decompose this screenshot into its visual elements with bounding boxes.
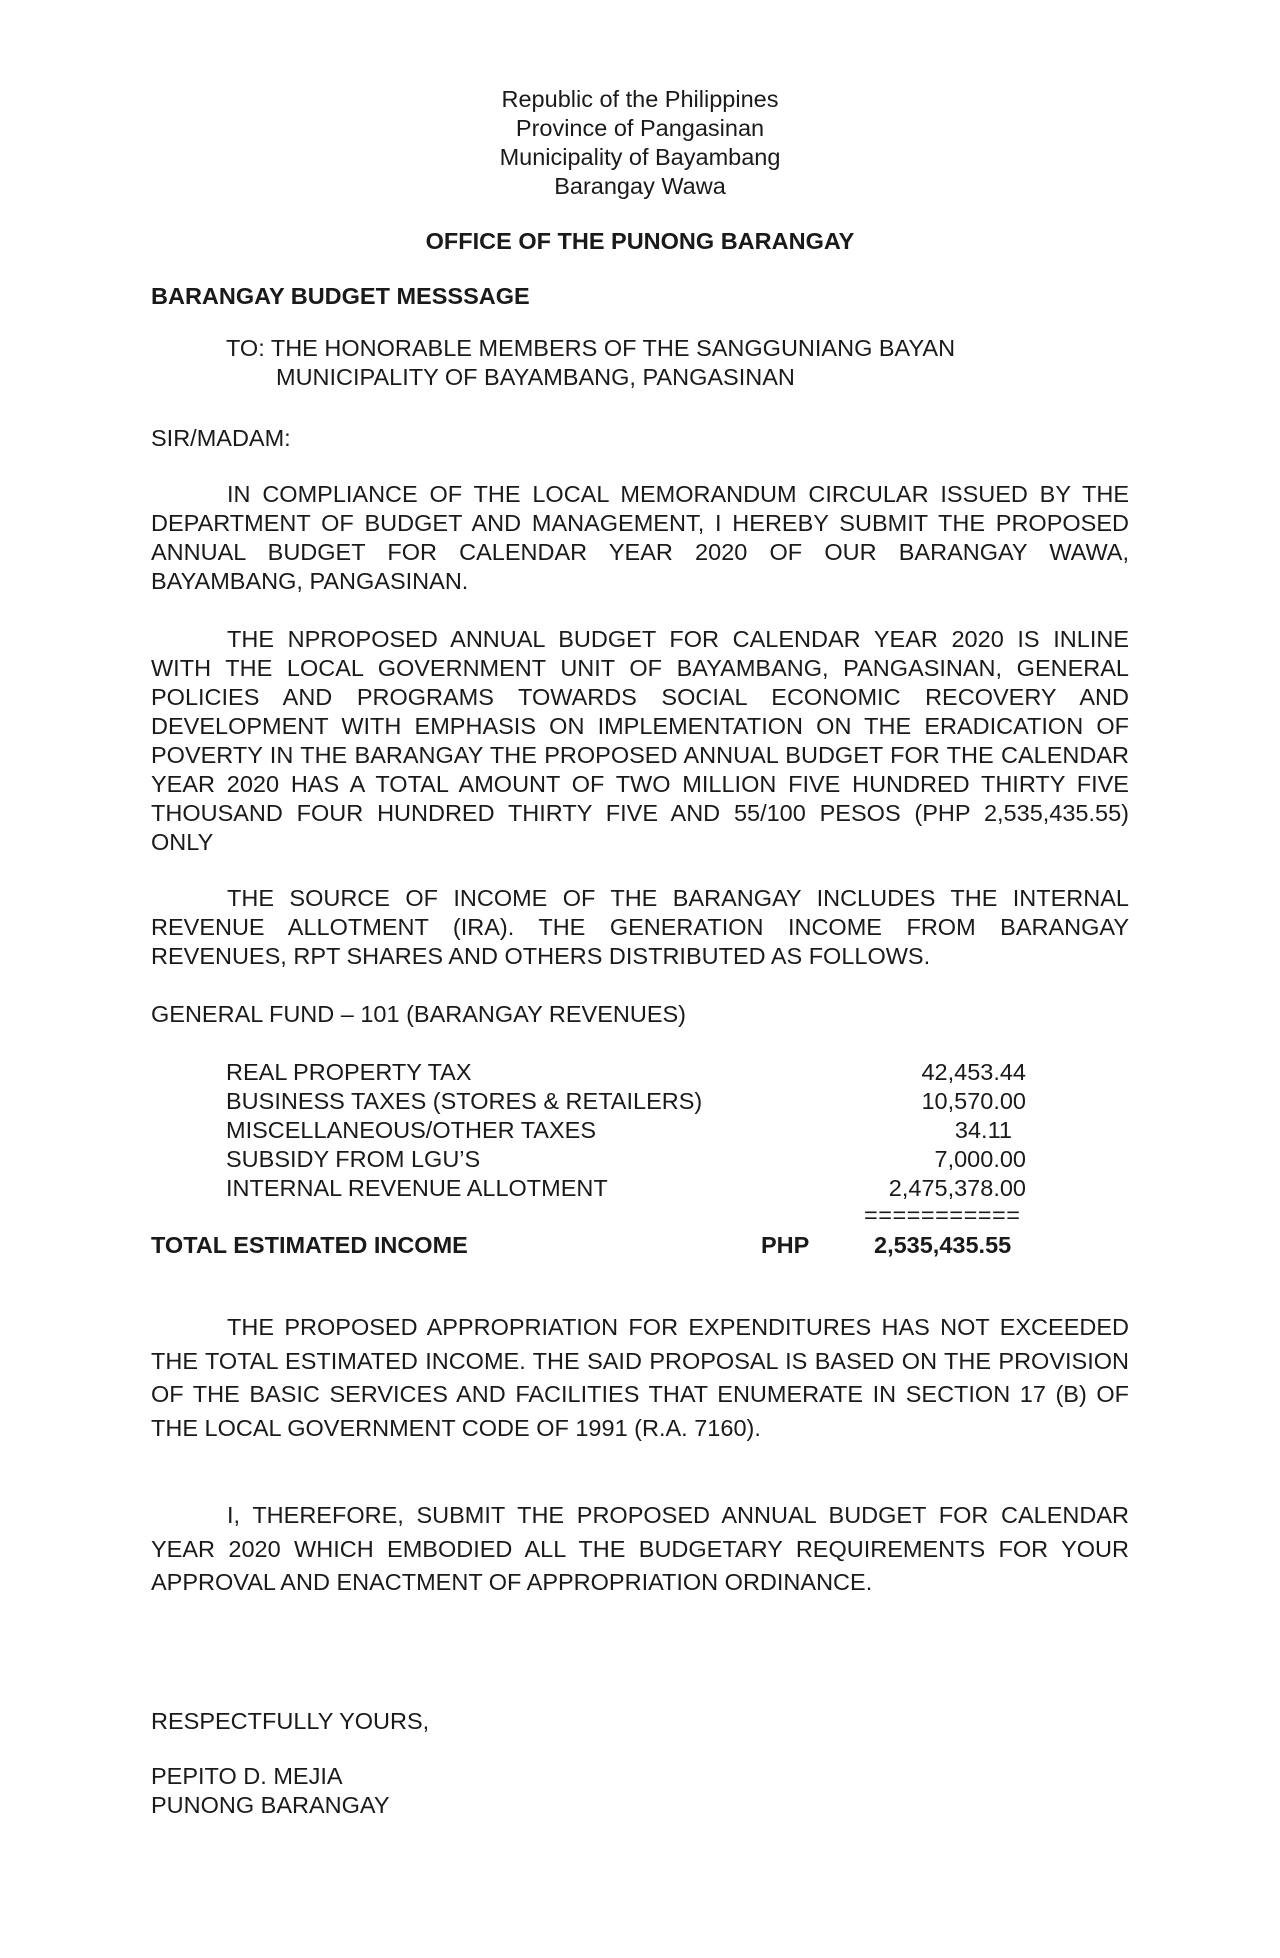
header-municipality: Municipality of Bayambang [499, 144, 781, 170]
signatory-position: PUNONG BARANGAY [151, 1792, 390, 1818]
document-title: BARANGAY BUDGET MESSSAGE [151, 283, 530, 309]
income-row [226, 1058, 1026, 1087]
total-currency: PHP [761, 1232, 810, 1258]
header-country: Republic of the Philippines [501, 86, 779, 112]
paragraph-income-sources: THE SOURCE OF INCOME OF THE BARANGAY INCLUDES THE INTERNAL REVENUE ALLOTMENT (IRA). THE GENERATION INCOME FROM BARANGAY REVENUES, RPT SHARES AND OTHERS DISTRIBUTED AS FOLLOWS. [151, 885, 1129, 969]
income-amount: 7,000.00 [934, 1146, 1026, 1172]
paragraph-compliance: IN COMPLIANCE OF THE LOCAL MEMORANDUM CIRCULAR ISSUED BY THE DEPARTMENT OF BUDGET AND MANAGEMENT, I HEREBY SUBMIT THE PROPOSED ANNUAL BUDGET FOR CALENDAR YEAR 2020 OF OUR BARANGAY WAWA, BAYAMBANG, PANGASINAN. [151, 481, 1129, 594]
income-label: INTERNAL REVENUE ALLOTMENT [226, 1175, 608, 1201]
income-label: BUSINESS TAXES (STORES & RETAILERS) [226, 1088, 703, 1114]
salutation: SIR/MADAM: [151, 425, 291, 451]
income-label: REAL PROPERTY TAX [226, 1059, 472, 1085]
income-amount: 10,570.00 [921, 1088, 1026, 1114]
income-amount: 2,475,378.00 [888, 1175, 1026, 1201]
income-amount: 42,453.44 [921, 1059, 1026, 1085]
income-row [226, 1145, 1026, 1174]
header-barangay: Barangay Wawa [554, 173, 726, 199]
paragraph-budget-total: THE NPROPOSED ANNUAL BUDGET FOR CALENDAR YEAR 2020 IS INLINE WITH THE LOCAL GOVERNMENT UNIT OF BAYAMBANG, PANGASINAN, GENERAL POLICIES AND PROGRAMS TOWARDS SOCIAL ECONOMIC RECOVERY AND DEVELOPMENT WITH EMPHASIS ON IMPLEMENTATION ON THE ERADICATION OF POVERTY IN THE BARANGAY THE PROPOSED ANNUAL BUDGET FOR THE CALENDAR YEAR 2020 HAS A TOTAL AMOUNT OF TWO MILLION FIVE HUNDRED THIRTY FIVE THOUSAND FOUR HUNDRED THIRTY FIVE AND 55/100 PESOS (PHP 2,535,435.55) ONLY [151, 626, 1129, 855]
income-row [226, 1116, 1026, 1145]
income-label: MISCELLANEOUS/OTHER TAXES [226, 1117, 596, 1143]
office-title: OFFICE OF THE PUNONG BARANGAY [425, 228, 855, 254]
letterhead [0, 85, 1280, 201]
total-label: TOTAL ESTIMATED INCOME [151, 1232, 468, 1258]
income-row [226, 1087, 1026, 1116]
fund-heading: GENERAL FUND – 101 (BARANGAY REVENUES) [151, 1001, 686, 1027]
addressee-line-1: TO: THE HONORABLE MEMBERS OF THE SANGGUNIANG BAYAN [226, 335, 956, 361]
signatory-name: PEPITO D. MEJIA [151, 1763, 343, 1789]
header-province: Province of Pangasinan [515, 115, 765, 141]
paragraph-submission: I, THEREFORE, SUBMIT THE PROPOSED ANNUAL BUDGET FOR CALENDAR YEAR 2020 WHICH EMBODIED ALL THE BUDGETARY REQUIREMENTS FOR YOUR APPROVAL AND ENACTMENT OF APPROPRIATION ORDINANCE. [151, 1502, 1129, 1595]
paragraph-appropriation: THE PROPOSED APPROPRIATION FOR EXPENDITURES HAS NOT EXCEEDED THE TOTAL ESTIMATED INCOME. THE SAID PROPOSAL IS BASED ON THE PROVISION OF THE BASIC SERVICES AND FACILITIES THAT ENUMERATE IN SECTION 17 (B) OF THE LOCAL GOVERNMENT CODE OF 1991 (R.A. 7160). [151, 1314, 1129, 1441]
income-row [226, 1174, 1026, 1203]
total-amount: 2,535,435.55 [874, 1232, 1012, 1258]
closing: RESPECTFULLY YOURS, [151, 1708, 430, 1734]
income-amount: 34.11 [954, 1117, 1012, 1143]
addressee-line-2: MUNICIPALITY OF BAYAMBANG, PANGASINAN [276, 364, 795, 390]
income-label: SUBSIDY FROM LGU’S [226, 1146, 481, 1172]
total-rule: =========== [864, 1202, 1021, 1228]
